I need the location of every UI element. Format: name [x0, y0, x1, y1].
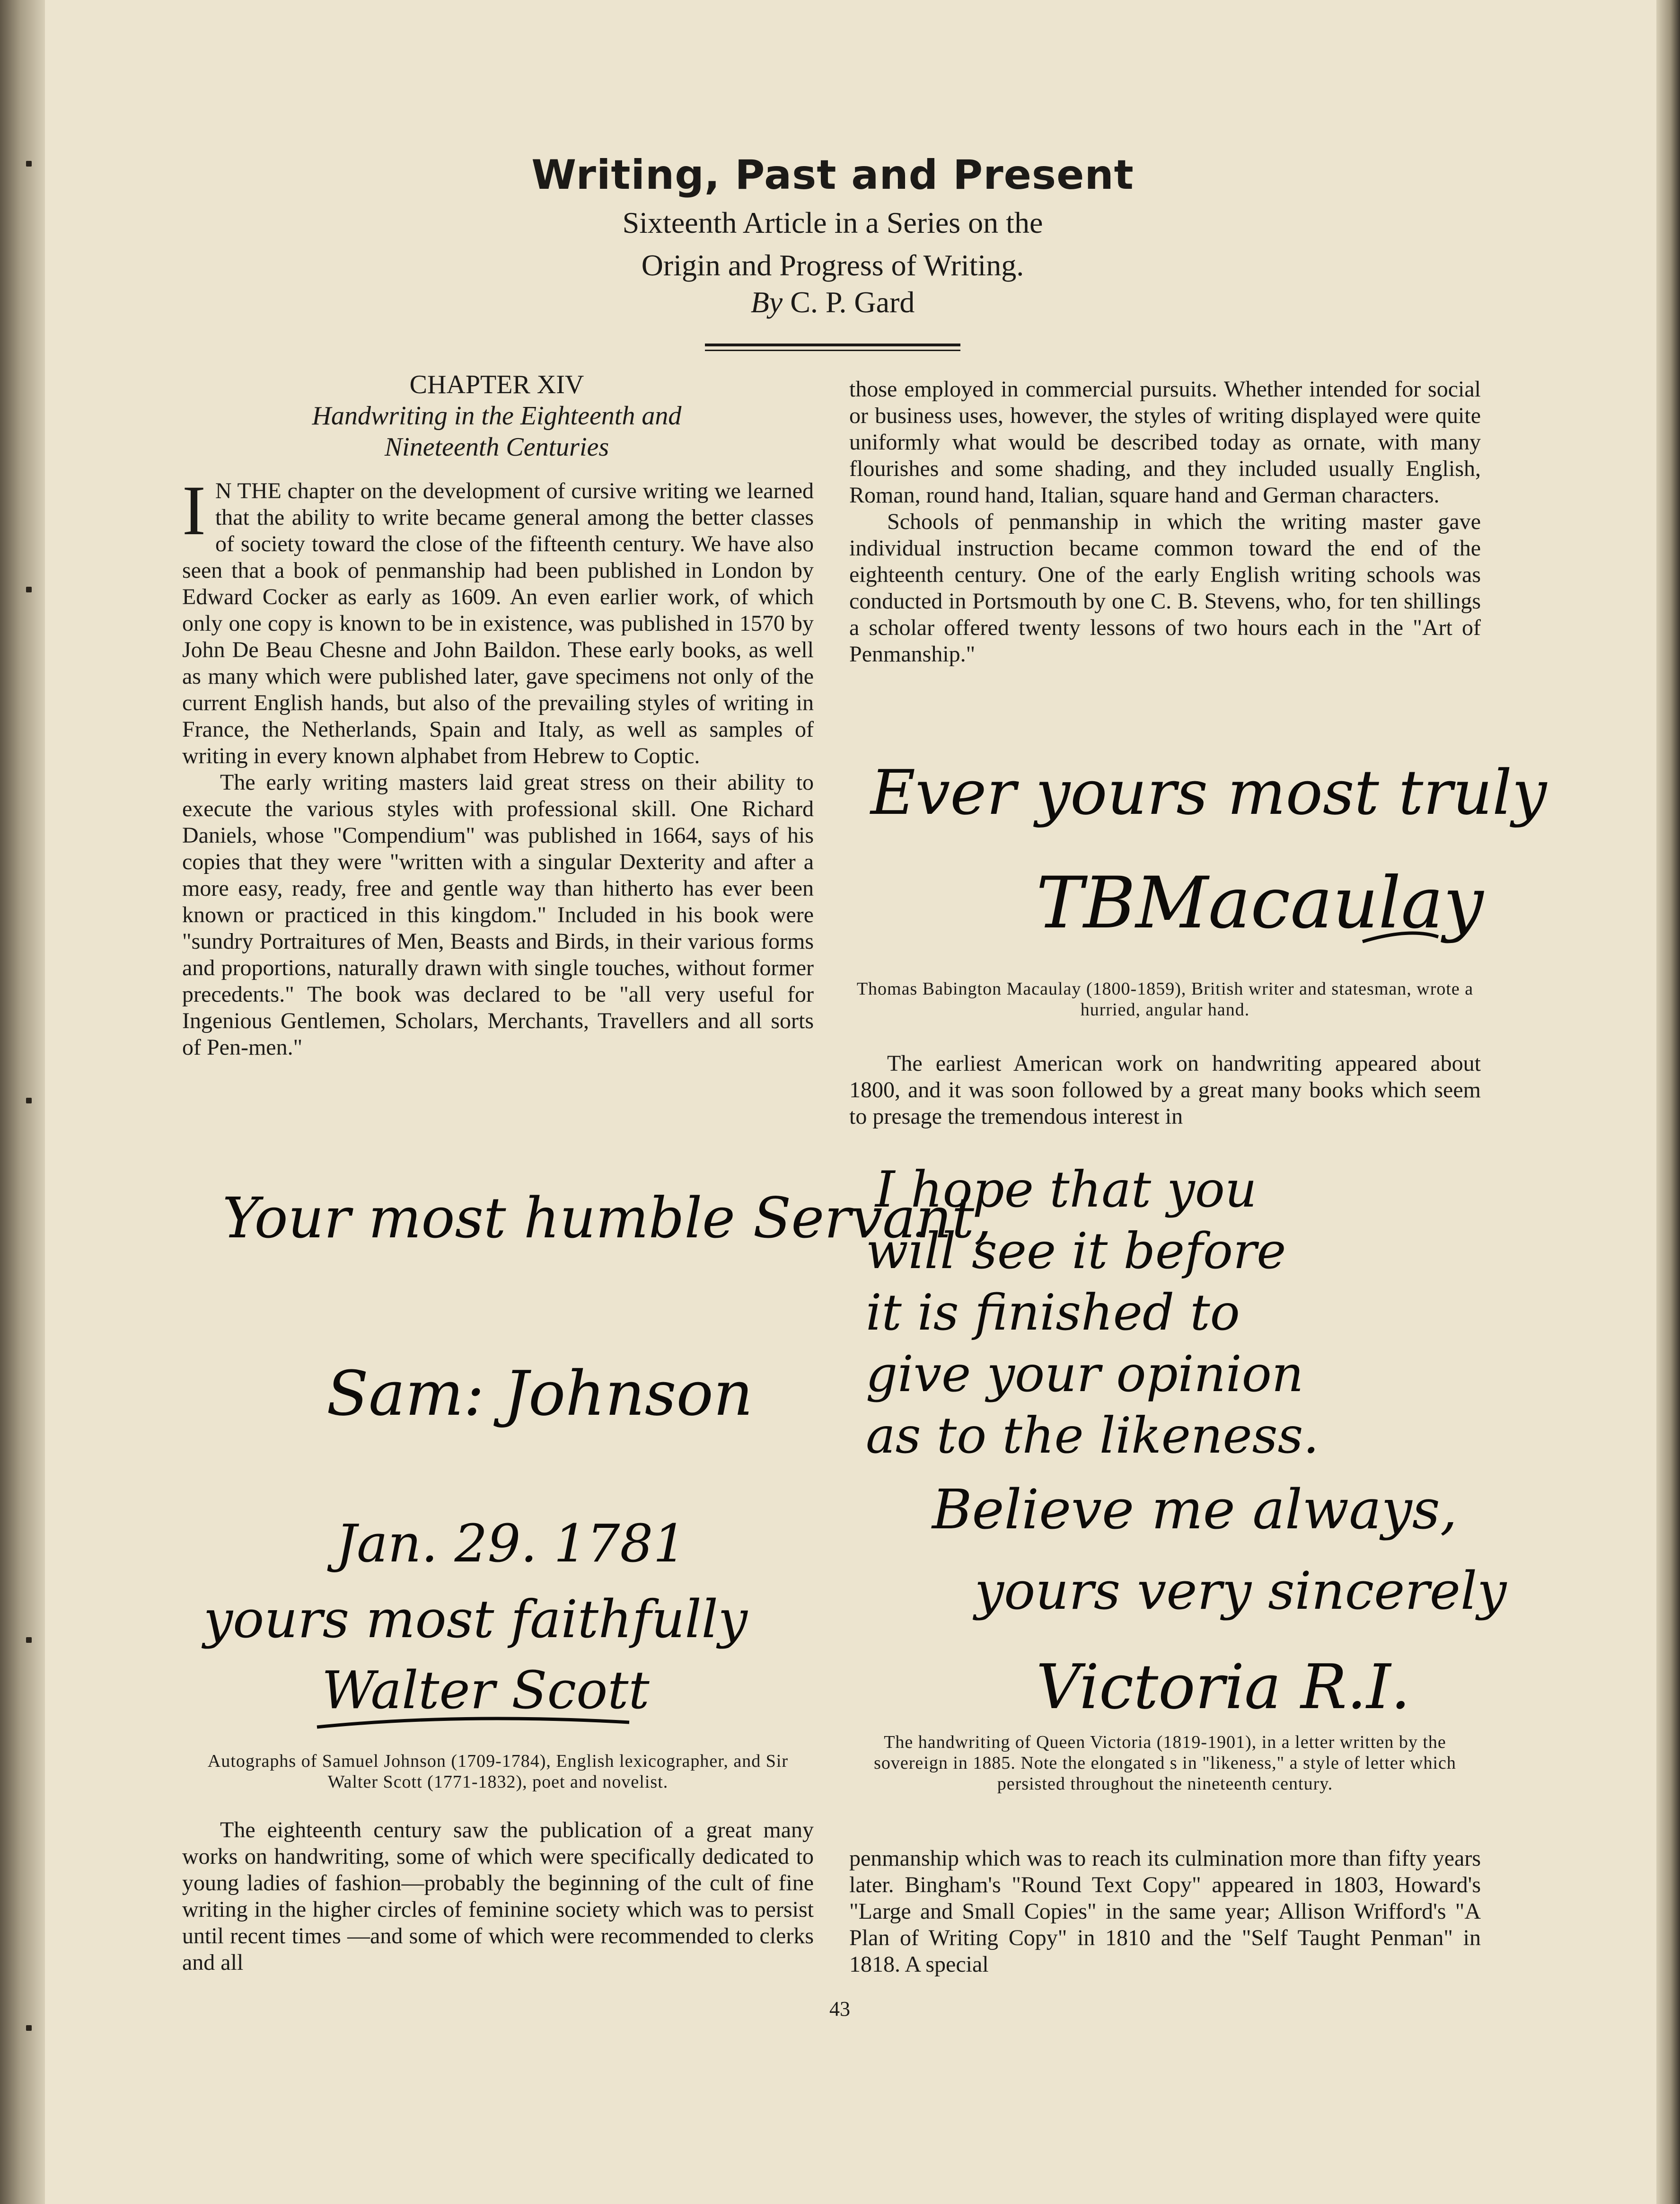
- paragraph: The eighteenth century saw the publication of a great many works on handwriting, some of which were specifically dedicated to young ladies of fashion—probably the beginning of the cult of fine writing in the higher circles of feminine society which was to persist until recent times —and some of which were recommended to clerks and all: [182, 1817, 814, 1975]
- byline-by: By: [750, 285, 783, 319]
- handwriting-line: Believe me always,: [932, 1478, 1458, 1542]
- margin-mark: [26, 1637, 32, 1643]
- johnson-autograph-line1: [218, 1173, 992, 1259]
- handwriting-text: TBMacaulay: [1036, 862, 1484, 944]
- drop-cap: I: [182, 471, 206, 550]
- macaulay-autograph-signature: [1031, 847, 1484, 956]
- margin-mark: [26, 587, 32, 592]
- handwriting-line: give your opinion: [866, 1345, 1304, 1403]
- handwriting-line: will see it before: [866, 1222, 1286, 1280]
- johnson-autograph-date: [331, 1505, 686, 1580]
- macaulay-autograph-line1: [866, 743, 1547, 847]
- handwriting-text: Jan. 29. 1781: [336, 1513, 686, 1574]
- page-edge-shadow: [1656, 0, 1680, 2204]
- right-column-bottom: [849, 1845, 1481, 1978]
- paragraph: The earliest American work on handwriting appeared about 1800, and it was soon followed by a great many books which seem to presage the tremendous interest in: [849, 1051, 1481, 1129]
- left-column-bottom: [182, 1817, 814, 1976]
- scott-autograph-line1: [199, 1580, 823, 1656]
- margin-mark: [26, 1098, 32, 1103]
- article-subtitle-line1: Sixteenth Article in a Series on the: [622, 206, 1043, 239]
- title-rule: [705, 344, 960, 351]
- book-gutter-shadow: [0, 0, 45, 2204]
- johnson-autograph-line2: [322, 1344, 753, 1438]
- handwriting-text: yours most faithfully: [203, 1589, 748, 1649]
- article-subtitle-line2: Origin and Progress of Writing.: [641, 248, 1024, 282]
- handwriting-line: I hope that you: [875, 1161, 1257, 1218]
- paragraph: penmanship which was to reach its culmination more than fifty years later. Bingham's "Round Text Copy" appeared in 1803, Howard's "Large and Small Copies" in the same year; Allison Wrifford's "A Plan of Writing Copy" in 1810 and the "Self Taught Penman" in 1818. A special: [849, 1846, 1481, 1977]
- handwriting-text: Walter Scott: [322, 1660, 650, 1720]
- handwriting-line: as to the likeness.: [866, 1407, 1319, 1464]
- article-title: Writing, Past and Present: [531, 151, 1134, 199]
- paragraph: [182, 471, 814, 769]
- right-column-middle: [849, 1050, 1481, 1130]
- chapter-subheading-line2: Nineteenth Centuries: [384, 432, 609, 462]
- article-byline: [426, 284, 1240, 321]
- handwriting-line: yours very sincerely: [975, 1560, 1507, 1621]
- chapter-heading: [180, 369, 814, 463]
- chapter-subheading-line1: Handwriting in the Eighteenth and: [312, 401, 682, 431]
- victoria-caption: The handwriting of Queen Victoria (1819-1901), in a letter written by the sovereign in 1885. Note the elongated s in "likeness," a style of letter which persisted throughout the nineteenth century.: [874, 1732, 1456, 1794]
- left-column-top: [182, 471, 814, 1061]
- byline-author: C. P. Gard: [790, 285, 915, 319]
- handwriting-text: Ever yours most truly: [871, 757, 1547, 829]
- paragraph: The early writing masters laid great stress on their ability to execute the various styles with professional skill. One Richard Daniels, whose "Compendium" was published in 1664, says of his copies that they were "written with a singular Dexterity and after a more easy, ready, free and gentle way than hitherto has ever been known or practiced in this kingdom." Included in his book were "sundry Portraitures of Men, Beasts and Birds, in their various forms and proportions, naturally drawn with single touches, without former precedents." The book was declared to be "all very useful for Ingenious Gentlemen, Scholars, Merchants, Travellers and all sorts of Pen-men.": [182, 770, 814, 1060]
- article-header: [426, 151, 1240, 321]
- right-column-top: [849, 376, 1481, 668]
- paragraph-text: N THE chapter on the development of cursive writing we learned that the ability to write became general among the better classes of society toward the close of the fifteenth century. We have also seen that a book of penmanship had been published in London by Edward Cocker as early as 1609. An even earlier work, of which only one copy is known to be in existence, was published in 1570 by John De Beau Chesne and John Baildon. These early books, as well as many which were published later, gave specimens not only of the current English hands, but also of the prevailing styles of writing in France, the Netherlands, Spain and Italy, as well as samples of writing in every known alphabet from Hebrew to Coptic.: [182, 478, 814, 768]
- macaulay-caption: Thomas Babington Macaulay (1800-1859), British writer and statesman, wrote a hurried, angular hand.: [856, 979, 1474, 1020]
- margin-mark: [26, 161, 32, 167]
- chapter-number: CHAPTER XIV: [409, 370, 584, 399]
- scott-autograph-signature: [317, 1656, 658, 1741]
- johnson-scott-caption: Autographs of Samuel Johnson (1709-1784), English lexicographer, and Sir Walter Scott (1771-1832), poet and novelist.: [207, 1751, 789, 1792]
- handwriting-line: Victoria R.I.: [1036, 1651, 1410, 1723]
- page-number: 43: [829, 1997, 850, 2020]
- margin-mark: [26, 2025, 32, 2031]
- victoria-letter-handwriting: [856, 1155, 1507, 1760]
- handwriting-text: Your most humble Servant,: [222, 1185, 992, 1251]
- paragraph: Schools of penmanship in which the writing master gave individual instruction became common toward the end of the eighteenth century. One of the early English writing schools was conducted in Portsmouth by one C. B. Stevens, who, for ten shillings a scholar offered twenty lessons of two hours each in the "Art of Penmanship.": [849, 509, 1481, 667]
- paragraph: those employed in commercial pursuits. Whether intended for social or business uses, however, the styles of writing displayed were quite uniformly what would be described today as ornate, with many flourishes and some shading, and they included usually English, Roman, round hand, Italian, square hand and German characters.: [849, 377, 1481, 508]
- handwriting-text: Sam: Johnson: [326, 1358, 753, 1429]
- handwriting-line: it is finished to: [866, 1284, 1240, 1341]
